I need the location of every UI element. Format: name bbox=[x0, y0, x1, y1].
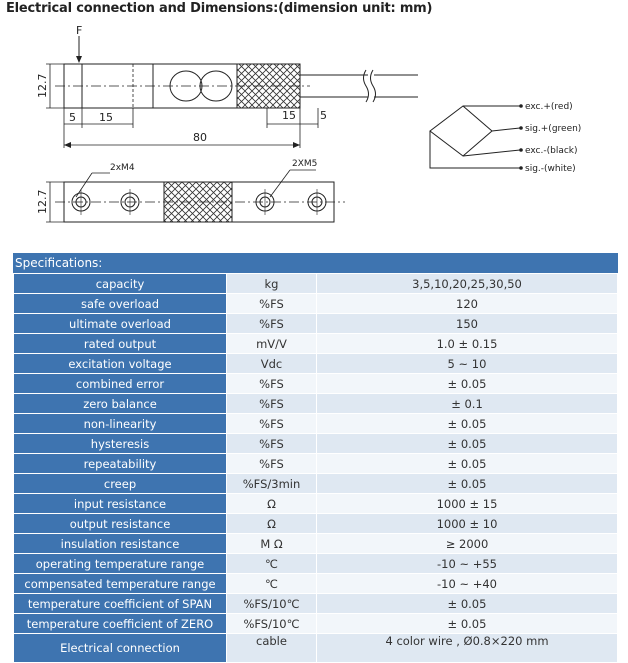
spec-param: ultimate overload bbox=[14, 314, 227, 334]
spec-value: ± 0.05 bbox=[317, 594, 618, 614]
spec-unit: Ω bbox=[227, 514, 317, 534]
spec-param: temperature coefficient of ZERO bbox=[14, 614, 227, 634]
spec-value: -10 ~ +40 bbox=[317, 574, 618, 594]
spec-value: ± 0.05 bbox=[317, 434, 618, 454]
spec-unit: kg bbox=[227, 274, 317, 294]
spec-unit: %FS bbox=[227, 434, 317, 454]
table-row bbox=[14, 474, 618, 494]
spec-unit: Ω bbox=[227, 494, 317, 514]
force-label: F bbox=[76, 24, 83, 37]
page-title: Electrical connection and Dimensions:(dimension unit: mm) bbox=[6, 1, 433, 16]
table-row bbox=[14, 614, 618, 634]
table-row bbox=[14, 554, 618, 574]
spec-param: combined error bbox=[14, 374, 227, 394]
spec-unit: %FS/10℃ bbox=[227, 614, 317, 634]
table-row bbox=[14, 594, 618, 614]
spec-param: creep bbox=[14, 474, 227, 494]
wire-exc-minus: exc.-(black) bbox=[525, 146, 578, 156]
dim-height-bottom: 12.7 bbox=[36, 189, 49, 214]
spec-value: 4 color wire , Ø0.8×220 mm bbox=[317, 634, 618, 663]
table-row bbox=[14, 574, 618, 594]
spec-unit: ℃ bbox=[227, 554, 317, 574]
spec-value: 1.0 ± 0.15 bbox=[317, 334, 618, 354]
spec-value: ± 0.05 bbox=[317, 474, 618, 494]
spec-value: 3,5,10,20,25,30,50 bbox=[317, 274, 618, 294]
table-row bbox=[14, 414, 618, 434]
spec-unit: %FS bbox=[227, 294, 317, 314]
table-row bbox=[14, 434, 618, 454]
spec-param: capacity bbox=[14, 274, 227, 294]
dimension-drawing bbox=[0, 0, 628, 252]
wire-sig-minus: sig.-(white) bbox=[525, 164, 576, 174]
spec-unit: %FS bbox=[227, 394, 317, 414]
table-row bbox=[14, 534, 618, 554]
table-row bbox=[14, 514, 618, 534]
spec-param: hysteresis bbox=[14, 434, 227, 454]
spec-value: ± 0.05 bbox=[317, 414, 618, 434]
spec-unit: %FS/10℃ bbox=[227, 594, 317, 614]
spec-value: 150 bbox=[317, 314, 618, 334]
spec-param: temperature coefficient of SPAN bbox=[14, 594, 227, 614]
table-row-electrical bbox=[14, 634, 618, 663]
table-row bbox=[14, 294, 618, 314]
dim-5-right: 5 bbox=[320, 109, 327, 122]
spec-value: ± 0.05 bbox=[317, 454, 618, 474]
table-row bbox=[14, 314, 618, 334]
spec-value: 5 ~ 10 bbox=[317, 354, 618, 374]
spec-unit: M Ω bbox=[227, 534, 317, 554]
dim-15-left: 15 bbox=[99, 111, 113, 124]
dim-80: 80 bbox=[193, 131, 207, 144]
spec-unit: %FS bbox=[227, 414, 317, 434]
spec-unit: Vdc bbox=[227, 354, 317, 374]
spec-param: input resistance bbox=[14, 494, 227, 514]
spec-param: compensated temperature range bbox=[14, 574, 227, 594]
spec-param: non-linearity bbox=[14, 414, 227, 434]
table-row bbox=[14, 454, 618, 474]
spec-param: output resistance bbox=[14, 514, 227, 534]
spec-unit: %FS bbox=[227, 454, 317, 474]
spec-param: Electrical connection bbox=[14, 634, 227, 663]
spec-param: excitation voltage bbox=[14, 354, 227, 374]
dim-5-left: 5 bbox=[69, 111, 76, 124]
spec-param: repeatability bbox=[14, 454, 227, 474]
specifications-table bbox=[13, 273, 618, 663]
spec-unit: %FS bbox=[227, 374, 317, 394]
dim-15-right: 15 bbox=[282, 109, 296, 122]
table-row bbox=[14, 494, 618, 514]
spec-param: zero balance bbox=[14, 394, 227, 414]
table-row bbox=[14, 354, 618, 374]
spec-param: rated output bbox=[14, 334, 227, 354]
spec-value: 1000 ± 10 bbox=[317, 514, 618, 534]
table-row bbox=[14, 274, 618, 294]
spec-value: ± 0.05 bbox=[317, 614, 618, 634]
hole-m5-label: 2XM5 bbox=[292, 159, 318, 169]
spec-value: 1000 ± 15 bbox=[317, 494, 618, 514]
table-row bbox=[14, 334, 618, 354]
spec-unit: %FS/3min bbox=[227, 474, 317, 494]
spec-param: safe overload bbox=[14, 294, 227, 314]
hole-m4-label: 2xM4 bbox=[110, 163, 135, 173]
spec-value: 120 bbox=[317, 294, 618, 314]
spec-param: operating temperature range bbox=[14, 554, 227, 574]
spec-param: insulation resistance bbox=[14, 534, 227, 554]
wire-exc-plus: exc.+(red) bbox=[525, 102, 573, 112]
spec-value: ≥ 2000 bbox=[317, 534, 618, 554]
wire-sig-plus: sig.+(green) bbox=[525, 124, 582, 134]
spec-unit: mV/V bbox=[227, 334, 317, 354]
table-row bbox=[14, 394, 618, 414]
specifications-header: Specifications: bbox=[13, 253, 618, 273]
table-row bbox=[14, 374, 618, 394]
spec-unit: cable bbox=[227, 634, 317, 663]
spec-value: -10 ~ +55 bbox=[317, 554, 618, 574]
spec-unit: %FS bbox=[227, 314, 317, 334]
spec-value: ± 0.05 bbox=[317, 374, 618, 394]
spec-value: ± 0.1 bbox=[317, 394, 618, 414]
bridge-diagram bbox=[430, 102, 581, 174]
dim-height-top: 12.7 bbox=[36, 73, 49, 98]
spec-unit: ℃ bbox=[227, 574, 317, 594]
